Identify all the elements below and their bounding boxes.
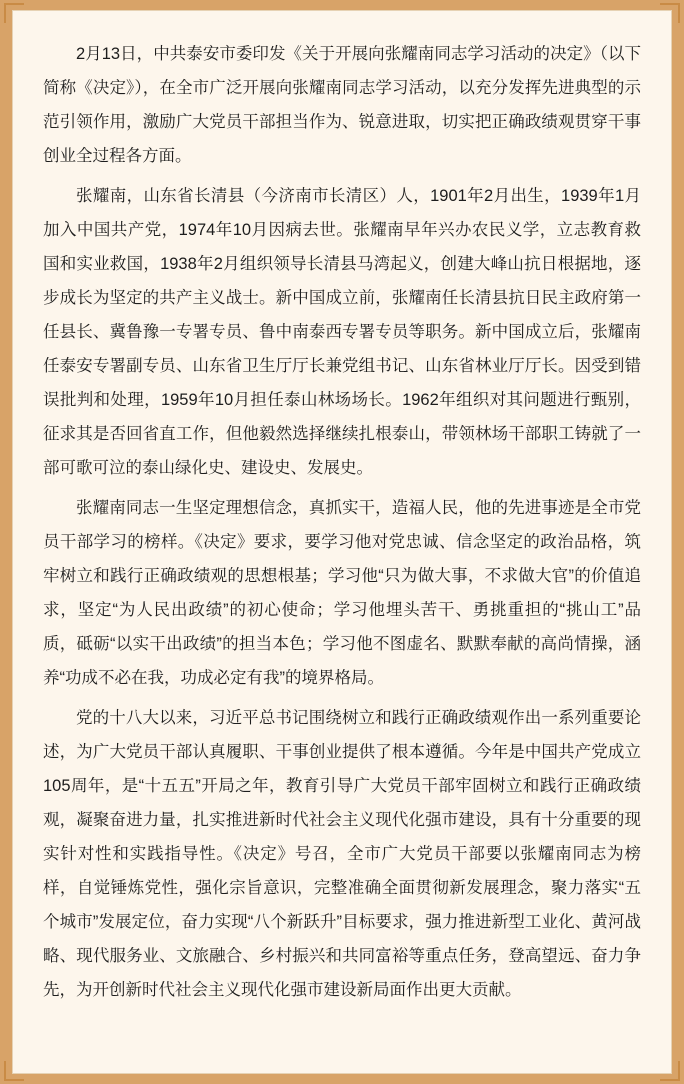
article-paragraph: 2月13日，中共泰安市委印发《关于开展向张耀南同志学习活动的决定》（以下简称《决定》），在全市广泛开展向张耀南同志学习活动，以充分发挥先进典型的示范引领作用，激励广大党员干部担当作为、锐意进取，切实把正确政绩观贯穿干事创业全过程各方面。 (43, 45, 641, 165)
article-body (43, 37, 641, 1007)
article-paragraph: 党的十八大以来，习近平总书记围绕树立和践行正确政绩观作出一系列重要论述，为广大党员干部认真履职、干事创业提供了根本遵循。今年是中国共产党成立105周年，是“十五五”开局之年，教育引导广大党员干部牢固树立和践行正确政绩观，凝聚奋进力量，扎实推进新时代社会主义现代化强市建设，具有十分重要的现实针对性和实践指导性。《决定》号召，全市广大党员干部要以张耀南同志为榜样，自觉锤炼党性，强化宗旨意识，完整准确全面贯彻新发展理念，聚力落实“五个城市”发展定位，奋力实现“八个新跃升”目标要求，强力推进新型工业化、黄河战略、现代服务业、文旅融合、乡村振兴和共同富裕等重点任务，登高望远、奋力争先，为开创新时代社会主义现代化强市建设新局面作出更大贡献。 (43, 709, 641, 999)
article-paragraph: 张耀南同志一生坚定理想信念，真抓实干，造福人民，他的先进事迹是全市党员干部学习的榜样。《决定》要求，要学习他对党忠诚、信念坚定的政治品格，筑牢树立和践行正确政绩观的思想根基；学习他“只为做大事，不求做大官”的价值追求，坚定“为人民出政绩”的初心使命；学习他埋头苦干、勇挑重担的“挑山工”品质，砥砺“以实干出政绩”的担当本色；学习他不图虚名、默默奉献的高尚情操，涵养“功成不必在我，功成必定有我”的境界格局。 (43, 499, 641, 687)
paper-sheet (12, 10, 672, 1074)
article-paragraph: 张耀南，山东省长清县（今济南市长清区）人，1901年2月出生，1939年1月加入中国共产党，1974年10月因病去世。张耀南早年兴办农民义学，立志教育救国和实业救国，1938年2月组织领导长清县马湾起义，创建大峰山抗日根据地，逐步成长为坚定的共产主义战士。新中国成立前，张耀南任长清县抗日民主政府第一任县长、冀鲁豫一专署专员、鲁中南泰西专署专员等职务。新中国成立后，张耀南任泰安专署副专员、山东省卫生厅厅长兼党组书记、山东省林业厅厅长。因受到错误批判和处理，1959年10月担任泰山林场场长。1962年组织对其问题进行甄别，征求其是否回省直工作，但他毅然选择继续扎根泰山，带领林场干部职工铸就了一部可歌可泣的泰山绿化史、建设史、发展史。 (43, 187, 641, 477)
